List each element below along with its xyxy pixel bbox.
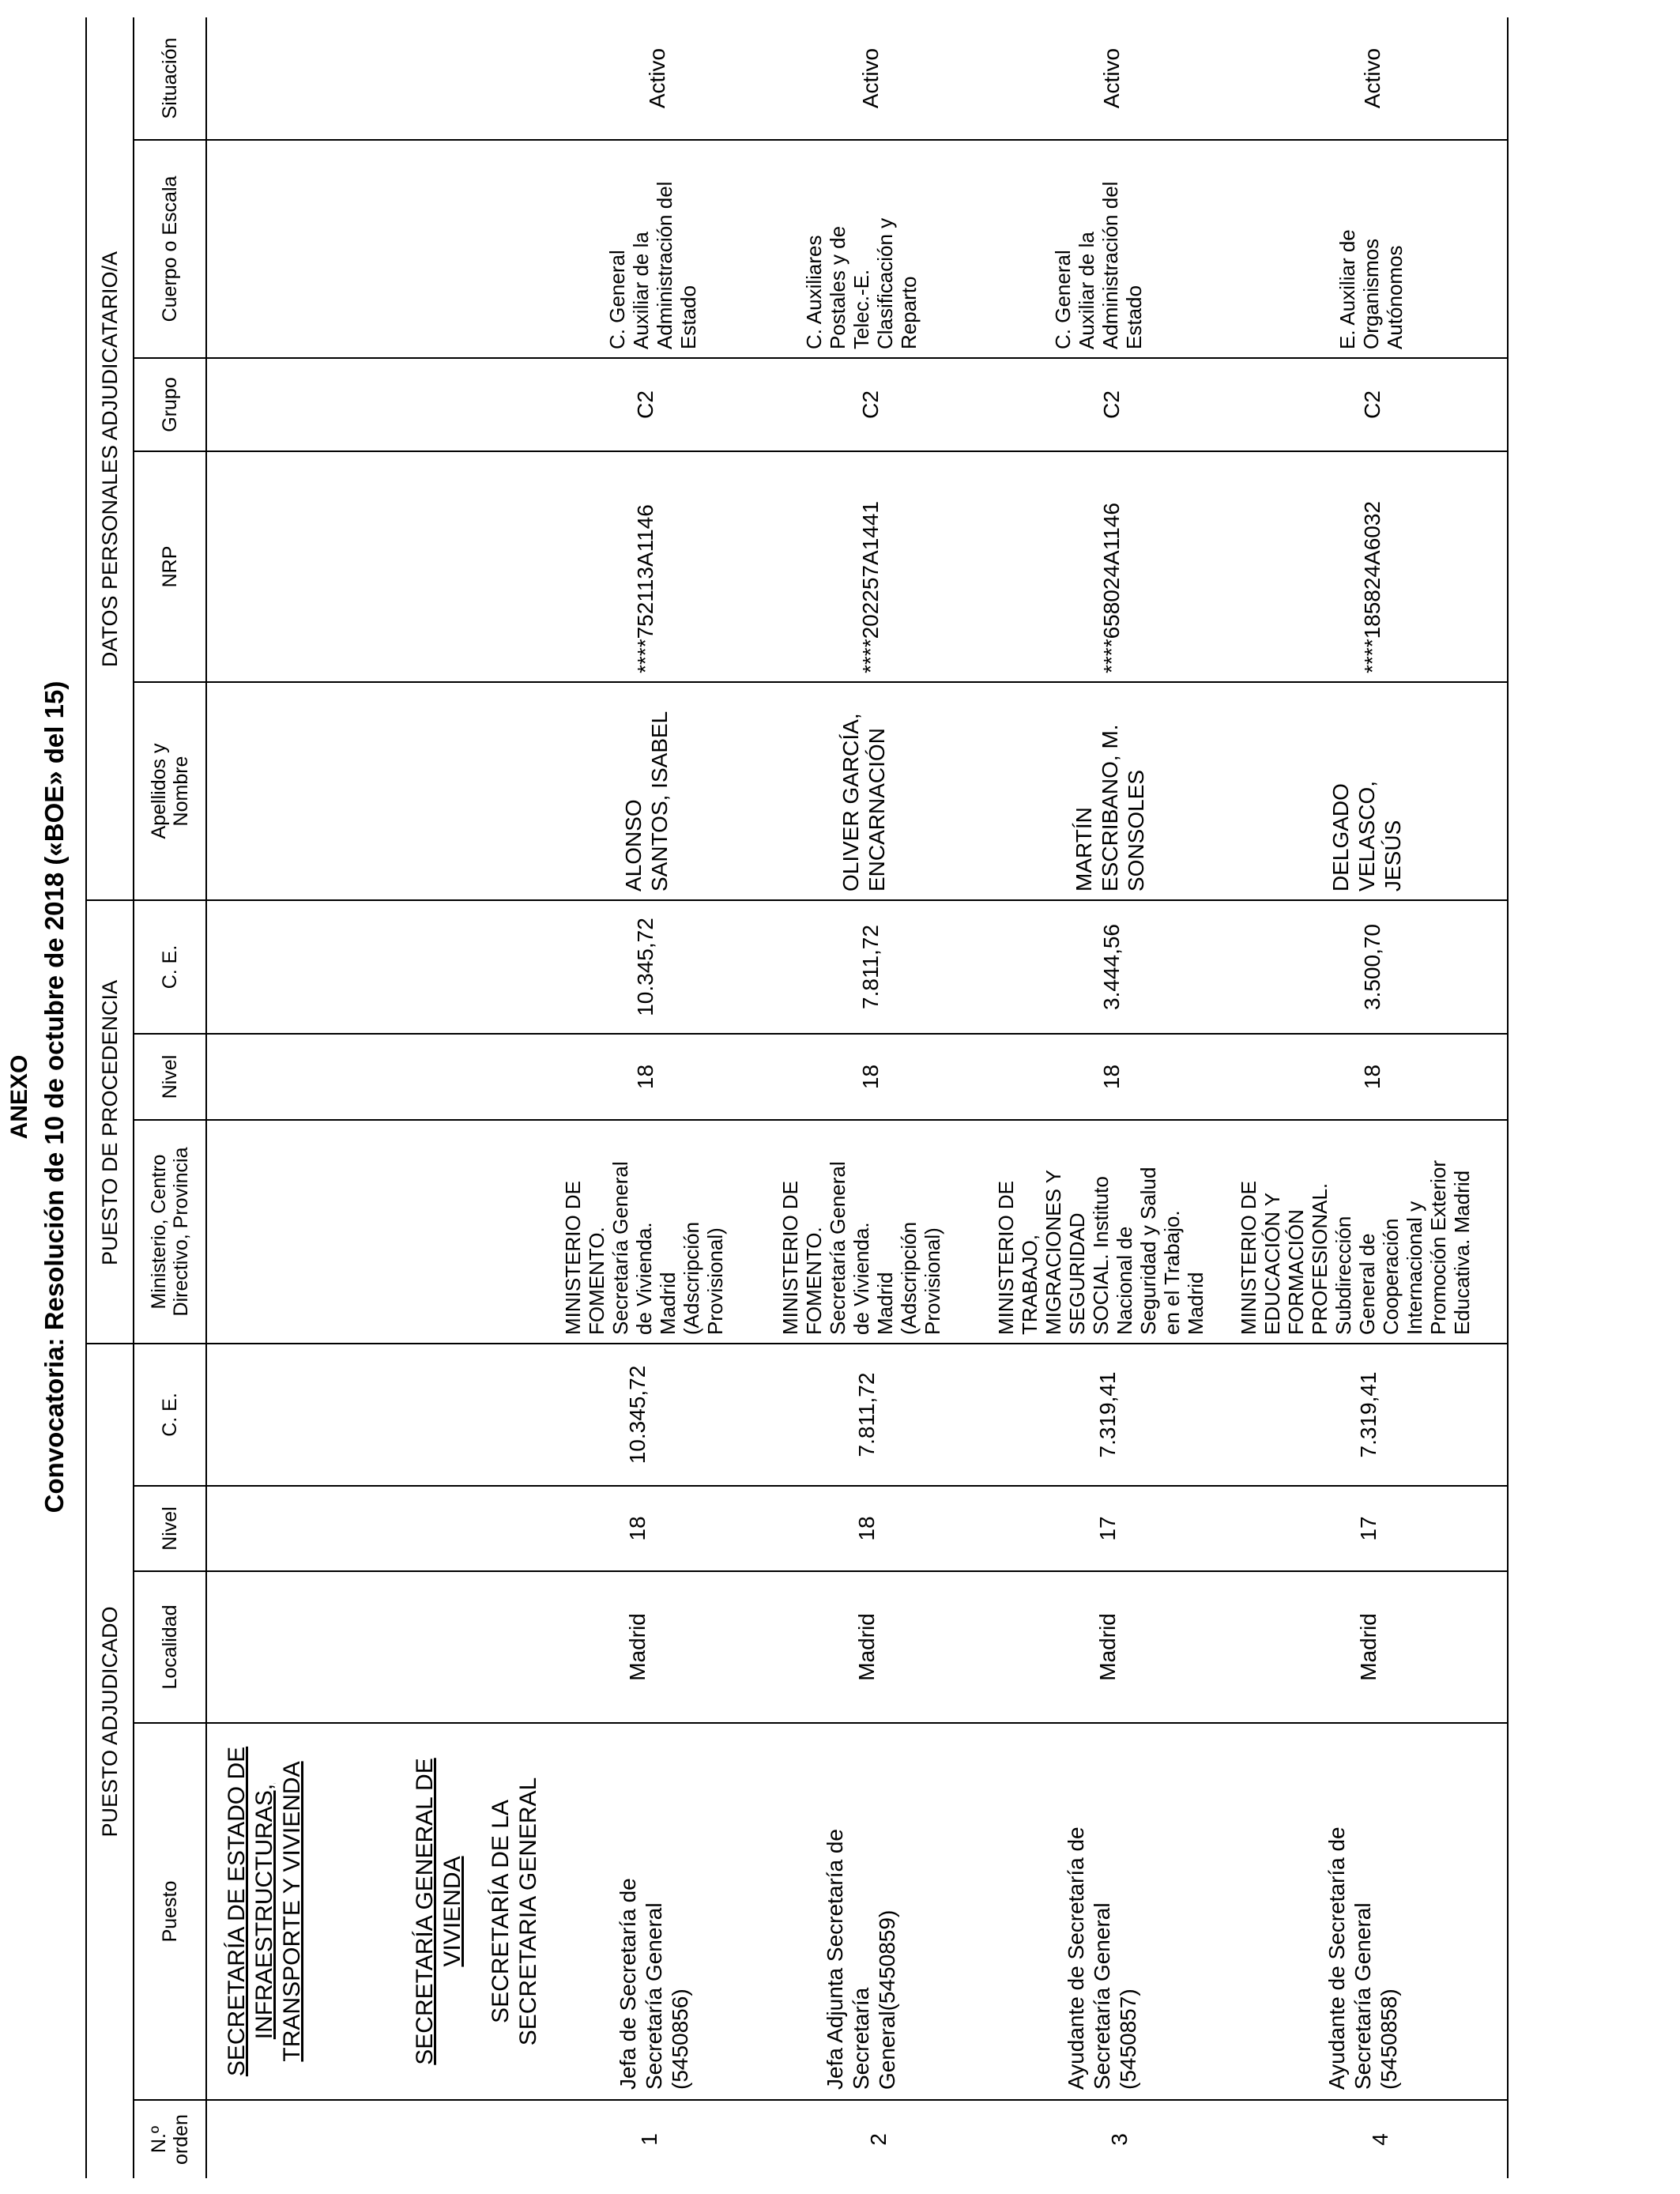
vline-ministerio	[133, 1119, 1507, 1121]
vline-nombre	[133, 681, 1507, 683]
row1-puesto: Jefa de Secretaría de Secretaría General (5450856)	[616, 1878, 692, 2090]
row1-ce-procedencia: 10.345,72	[633, 918, 657, 1016]
row1-cuerpo: C. General Auxiliar de la Administración del Estado	[605, 181, 700, 349]
row2-ce-procedencia: 7.811,72	[858, 925, 883, 1009]
row4-grupo: C2	[1360, 390, 1384, 419]
header-localidad: Localidad	[159, 1604, 181, 1690]
row4-orden: 4	[1368, 2133, 1392, 2146]
header-nivel-procedencia: Nivel	[159, 1054, 181, 1099]
row4-puesto: Ayudante de Secretaría de Secretaría General (5450858)	[1324, 1826, 1401, 2090]
row3-nrp: ****658024A1146	[1099, 503, 1124, 673]
row4-nrp: ****185824A6032	[1360, 501, 1384, 673]
row3-nivel: 17	[1095, 1516, 1120, 1541]
header-situacion: Situación	[159, 37, 181, 119]
vline-ce-p	[85, 899, 1507, 901]
rule-col-header	[205, 17, 207, 2178]
header-puesto: Puesto	[159, 1880, 181, 1943]
vline-orden	[133, 2099, 1507, 2101]
row4-localidad: Madrid	[1356, 1613, 1381, 1681]
vline-nrp	[133, 450, 1507, 452]
row4-nivel: 17	[1356, 1516, 1381, 1541]
group-puesto-procedencia: PUESTO DE PROCEDENCIA	[98, 979, 122, 1266]
row3-orden: 3	[1107, 2133, 1132, 2146]
row2-situacion: Activo	[858, 47, 883, 109]
row2-puesto: Jefa Adjunta Secretaría de Secretaría General(5450859)	[823, 1829, 899, 2090]
row4-ce-procedencia: 3.500,70	[1360, 924, 1384, 1010]
vline-puesto	[133, 1722, 1507, 1724]
row3-cuerpo: C. General Auxiliar de la Administración del Estado	[1051, 181, 1146, 349]
row1-orden: 1	[637, 2133, 661, 2146]
header-nivel: Nivel	[159, 1506, 181, 1551]
row4-cuerpo: E. Auxiliar de Organismos Autónomos	[1335, 229, 1407, 349]
vline-localidad	[133, 1570, 1507, 1572]
row1-ministerio: MINISTERIO DE FOMENTO. Secretaría General de Vivienda. Madrid (Adscripción Provisional)	[561, 1161, 727, 1335]
row2-localidad: Madrid	[854, 1613, 879, 1681]
row4-ministerio: MINISTERIO DE EDUCACIÓN Y FORMACIÓN PROFESIONAL. Subdirección General de Cooperación Internacional y Promoción Exterior Educativa. Madrid	[1237, 1159, 1474, 1335]
vline-ce	[85, 1343, 1507, 1344]
vline-grupo	[133, 357, 1507, 359]
row1-localidad: Madrid	[625, 1613, 650, 1681]
row2-orden: 2	[866, 2133, 891, 2146]
row3-puesto: Ayudante de Secretaría de Secretaría General (5450857)	[1064, 1826, 1140, 2090]
section-secretaria-estado: SECRETARÍA DE ESTADO DE INFRAESTRUCTURAS, TRANSPORTE Y VIVIENDA	[224, 1746, 305, 2077]
row4-nivel-procedencia: 18	[1360, 1064, 1384, 1090]
section-secretaria-general-vivienda: SECRETARÍA GENERAL DE VIVIENDA	[412, 1758, 465, 2065]
row1-situacion: Activo	[645, 47, 669, 109]
group-puesto-adjudicado: PUESTO ADJUDICADO	[98, 1606, 122, 1838]
header-ce-procedencia: C. E.	[159, 944, 181, 990]
row3-grupo: C2	[1099, 390, 1124, 419]
row1-apellidos-nombre: ALONSO SANTOS, ISABEL	[621, 711, 672, 892]
row3-apellidos-nombre: MARTÍN ESCRIBANO, M. SONSOLES	[1072, 724, 1148, 892]
row2-nivel: 18	[854, 1516, 879, 1541]
row3-ministerio: MINISTERIO DE TRABAJO, MIGRACIONES Y SEGURIDAD SOCIAL. Instituto Nacional de Seguridad y Salud en el Trabajo. Madrid	[994, 1167, 1207, 1335]
row2-apellidos-nombre: OLIVER GARCÍA, ENCARNACIÓN	[838, 713, 889, 892]
header-apellidos-nombre: Apellidos y Nombre	[148, 743, 192, 839]
header-ce: C. E.	[159, 1393, 181, 1437]
row2-grupo: C2	[858, 390, 883, 419]
row1-nivel: 18	[625, 1516, 650, 1541]
row1-nivel-procedencia: 18	[633, 1064, 657, 1090]
vline-cuerpo	[133, 139, 1507, 141]
header-ministerio: Ministerio, Centro Directivo, Provincia	[148, 1147, 192, 1317]
row3-ce-procedencia: 3.444,56	[1099, 924, 1124, 1010]
row2-ministerio: MINISTERIO DE FOMENTO. Secretaría General de Vivienda. Madrid (Adscripción Provisional)	[778, 1161, 944, 1335]
row2-ce: 7.811,72	[854, 1372, 879, 1457]
row1-grupo: C2	[633, 390, 657, 419]
row3-nivel-procedencia: 18	[1099, 1064, 1124, 1090]
header-nrp: NRP	[159, 545, 181, 588]
page-title: ANEXO	[6, 1054, 32, 1140]
header-orden: N.º orden	[148, 2114, 192, 2165]
row4-apellidos-nombre: DELGADO VELASCO, JESÚS	[1328, 780, 1405, 892]
group-datos-personales: DATOS PERSONALES ADJUDICATARIO/A	[98, 251, 122, 668]
vline-nivel-p	[133, 1033, 1507, 1035]
row4-ce: 7.319,41	[1356, 1371, 1381, 1458]
header-grupo: Grupo	[159, 377, 181, 432]
row3-localidad: Madrid	[1095, 1613, 1120, 1681]
row2-nrp: ****202257A1441	[858, 501, 883, 673]
row3-ce: 7.319,41	[1095, 1371, 1120, 1458]
vline-nivel	[133, 1485, 1507, 1487]
page-subtitle: Convocatoria: Resolución de 10 de octubre de 2018 («BOE» del 15)	[40, 680, 69, 1514]
row4-situacion: Activo	[1360, 47, 1384, 109]
row3-situacion: Activo	[1099, 47, 1124, 109]
rule-top	[85, 17, 87, 2178]
row2-cuerpo: C. Auxiliares Postales y de Telec.-E. Clasificación y Reparto	[802, 217, 921, 349]
row2-nivel-procedencia: 18	[858, 1064, 883, 1090]
row1-nrp: ****752113A1146	[633, 504, 657, 673]
row1-ce: 10.345,72	[625, 1365, 650, 1465]
header-cuerpo-escala: Cuerpo o Escala	[159, 175, 181, 322]
section-secretaria-secretaria-general: SECRETARÍA DE LA SECRETARIA GENERAL	[488, 1777, 541, 2046]
rule-bottom	[1507, 17, 1509, 2178]
